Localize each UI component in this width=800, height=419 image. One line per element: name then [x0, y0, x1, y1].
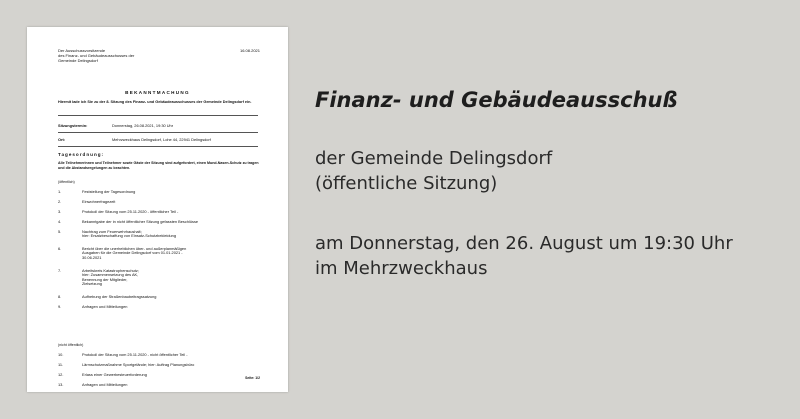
agenda-item-number: 3.	[58, 209, 62, 214]
agenda-item-text: Anfragen und Mitteilungen	[82, 304, 128, 309]
agenda-item-number: 7.	[58, 268, 62, 273]
agenda-item-number: 1.	[58, 189, 62, 194]
subtitle-line: der Gemeinde Delingsdorf	[315, 148, 553, 169]
agenda-item-text: Anfragen und Mitteilungen	[82, 382, 128, 387]
announcement-title: Finanz- und Gebäudeausschuß	[315, 88, 678, 112]
agenda-item-text: Arbeitskreis Katastrophenschutz; hier: Zusammensetzung des AK, Benennung der Mitglieder, Zielsetzung	[82, 268, 139, 287]
agenda-item-text: Nachtrag zum Feuerwehrhaushalt; hier: Ersatzbeschaffung von Einsatz-Schutzbekleidung	[82, 229, 177, 239]
agenda-item-number: 2.	[58, 199, 62, 204]
agenda-item-number: 5.	[58, 229, 62, 234]
announcement-datetime	[315, 231, 733, 281]
agenda-item-text: Protokoll der Sitzung vom 25.11.2020 - öffentlicher Teil -	[82, 209, 179, 214]
document-preview	[27, 27, 288, 392]
agenda-item-text: Erlass einer Gewerbesteuerforderung	[82, 372, 147, 377]
agenda-title: Tagesordnung:	[58, 152, 105, 157]
meeting-time-value: Donnerstag, 26.08.2021, 19:30 Uhr	[112, 123, 173, 128]
page-indicator: Seite: 1/2	[245, 376, 260, 380]
agenda-item-text: Lärmschutzmaßnahme Sportgelände; hier: Auftrag Planungsbüro	[82, 362, 195, 367]
invitation-text: Hiermit lade ich Sie zu der 8. Sitzung des Finanz- und Gebäudeausschusses der Gemeinde Delingsdorf ein.	[58, 100, 252, 104]
agenda-item-text: Aufhebung der Straßenbaubeitragssatzung	[82, 294, 157, 299]
agenda-item-text: Einwohnerfragezeit	[82, 199, 116, 204]
agenda-item-number: 8.	[58, 294, 62, 299]
divider	[58, 146, 258, 147]
agenda-item-number: 10.	[58, 352, 64, 357]
meeting-time-label: Sitzungstermin:	[58, 123, 88, 128]
agenda-item-number: 6.	[58, 246, 62, 251]
divider	[58, 115, 258, 116]
agenda-item-text: Protokoll der Sitzung vom 25.11.2020 - nicht öffentlicher Teil -	[82, 352, 188, 357]
sender-block	[58, 48, 208, 63]
sender-line: des Finanz- und Gebäudeausschusses der	[58, 53, 135, 58]
nonpublic-section-label: (nicht öffentlich)	[58, 343, 84, 347]
safety-notice: Alle Teilnehmerinnen und Teilnehmer sowie Gäste der Sitzung sind aufgefordert, einen Mund-Nasen-Schutz zu tragen und die Abstandsregelungen zu beachten.	[58, 161, 259, 170]
agenda-item-text: Bekanntgabe der in nicht öffentlicher Sitzung gefassten Beschlüsse	[82, 219, 199, 224]
sender-line: Gemeinde Delingsdorf	[58, 58, 98, 63]
agenda-item-number: 12.	[58, 372, 64, 377]
agenda-item-text: Feststellung der Tagesordnung	[82, 189, 136, 194]
datetime-line: am Donnerstag, den 26. August um 19:30 Uhr	[315, 233, 733, 254]
agenda-item-number: 9.	[58, 304, 62, 309]
divider	[58, 132, 258, 133]
location-value: Mehrzweckhaus Delingsdorf, Lohe 44, 22941 Delingsdorf	[112, 137, 211, 142]
sender-line: Der Ausschussvorsitzende	[58, 48, 106, 53]
subtitle-line: (öffentliche Sitzung)	[315, 173, 498, 194]
announcement-subtitle	[315, 146, 552, 196]
agenda-item-number: 4.	[58, 219, 62, 224]
document-date: 16.08.2021	[239, 48, 260, 53]
agenda-item-number: 13.	[58, 382, 64, 387]
location-label: Ort:	[58, 137, 66, 142]
public-section-label: (öffentlich)	[58, 180, 75, 184]
agenda-item-text: Bericht über die unerheblichen über- und außerplanmäßigen Ausgaben für die Gemeinde Delingsdorf vom 01.01.2021 - 30.06.2021	[82, 246, 187, 260]
agenda-item-number: 11.	[58, 362, 64, 367]
location-line: im Mehrzweckhaus	[315, 258, 488, 279]
document-heading: BEKANNTMACHUNG	[125, 90, 190, 95]
